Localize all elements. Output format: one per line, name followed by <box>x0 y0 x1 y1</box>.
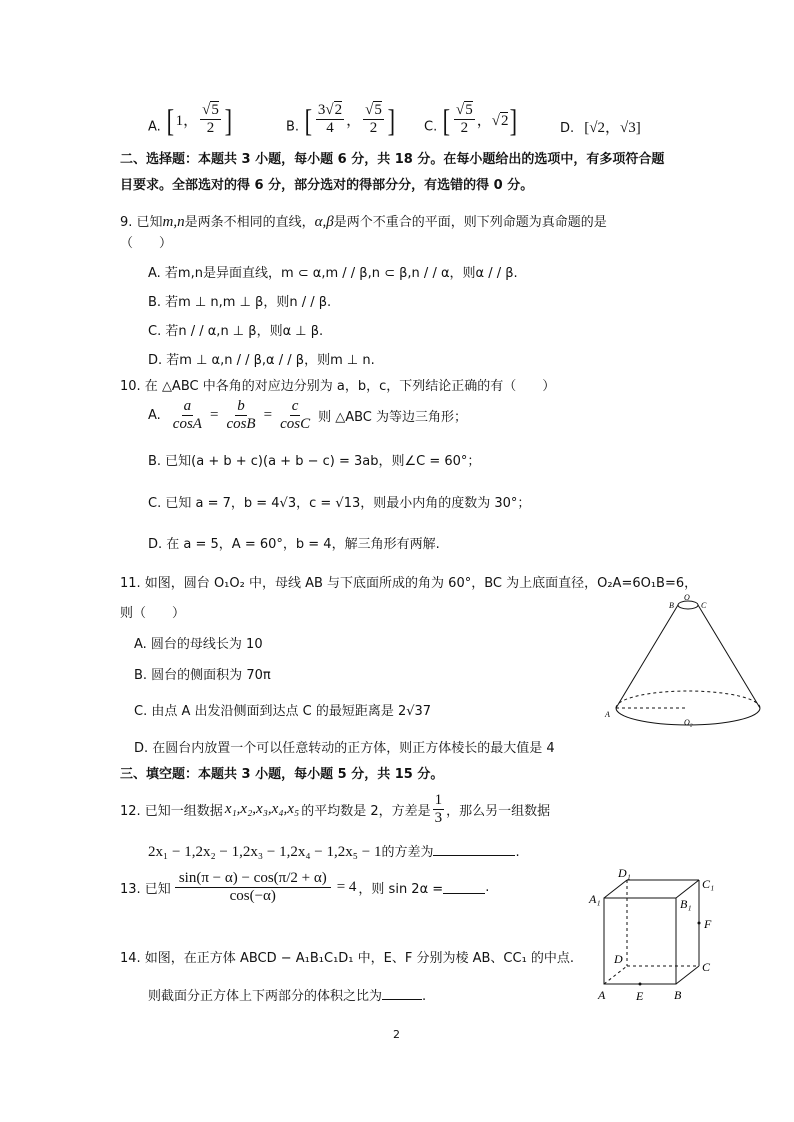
cube-label-c: C <box>702 960 711 974</box>
q14-line2: 则截面分正方体上下两部分的体积之比为 . <box>148 989 427 1004</box>
q12-stem-a: 12. 已知一组数据 <box>120 804 223 819</box>
cube-label-e: E <box>636 989 644 1003</box>
q9-option-d: D. 若m ⊥ α,n / / β,α / / β，则m ⊥ n. <box>148 353 375 368</box>
q13-numerator: sin(π − α) − cos(π/2 + α) <box>175 870 331 888</box>
q12-frac-den: 3 <box>434 810 443 826</box>
q10-option-d: D. 在 a = 5，A = 60°，b = 4，解三角形有两解. <box>148 537 440 552</box>
q12-line2-expr: 2x₁ − 1,2x₂ − 1,2x₃ − 1,2x₄ − 1,2x₅ − 1 <box>148 844 382 860</box>
section2-line1: 二、选择题：本题共 3 小题，每小题 6 分，共 18 分。在每小题给出的选项中，有多项符合题 <box>120 152 665 167</box>
frustum-bottom-back <box>616 691 760 708</box>
q13-answer-blank[interactable] <box>443 881 485 894</box>
q9-paren: （ ） <box>120 236 173 251</box>
frustum-left-generatrix <box>616 605 678 708</box>
q9-stem-a: 9. 已知 <box>120 215 163 230</box>
q12-answer-blank[interactable] <box>433 843 515 856</box>
section3-title: 三、填空题：本题共 3 小题，每小题 5 分，共 15 分。 <box>120 767 444 782</box>
q12-stem-c: ，那么另一组数据 <box>446 804 551 819</box>
cube-label-a: A <box>598 988 606 1002</box>
q11-option-c: C. 由点 A 出发沿侧面到达点 C 的最短距离是 2√37 <box>134 704 432 719</box>
q13-denominator: cos(−α) <box>229 888 276 904</box>
q9-stem-b: 是两条不相同的直线， <box>184 215 315 230</box>
frustum-label-o2: O₂ <box>684 718 693 727</box>
q9-stem-c: 是两个不重合的平面，则下列命题为真命题的是 <box>333 215 607 230</box>
frustum-label-c: C <box>701 601 707 610</box>
cube-edge-b1c1 <box>676 880 699 898</box>
q12-stem-b: 的平均数是 2，方差是 <box>301 804 431 819</box>
section2-line2: 目要求。全部选对的得 6 分，部分选对的得部分分，有选错的得 0 分。 <box>120 178 534 193</box>
q13-label: 13. 已知 <box>120 882 171 897</box>
q8-option-a-value: [ 1， $\frac{√5}{2}$ ] <box>166 101 232 138</box>
cube-point-f <box>698 922 701 925</box>
q11-option-a: A. 圆台的母线长为 10 <box>134 637 263 652</box>
frustum-figure <box>600 592 780 732</box>
cube-front-face <box>604 898 676 984</box>
cube-label-b1: B₁ <box>680 897 692 911</box>
q8-option-c-letter: C. <box>424 119 438 135</box>
q11-option-d: D. 在圆台内放置一个可以任意转动的正方体，则正方体棱长的最大值是 4 <box>134 741 555 756</box>
frustum-label-b: B <box>669 601 674 610</box>
q13-tail: ，则 sin 2α = <box>358 882 444 897</box>
q11-option-b: B. 圆台的侧面积为 70π <box>134 668 271 683</box>
q8-option-c <box>424 102 519 137</box>
q11-paren: 则（ ） <box>120 606 186 621</box>
q8-option-b-value: [ $\frac{3√2}{4}$ ， $\frac{√5}{2}$ ] <box>304 101 395 138</box>
cube-label-c1: C₁ <box>702 877 715 891</box>
q9-option-a: A. 若m,n是异面直线，m ⊂ α,m / / β,n ⊂ β,n / / α，则α / / β. <box>148 266 518 281</box>
frustum-label-o1: O <box>684 593 690 602</box>
q10-option-a: A. $\frac{a}{\cos A}$ = $\frac{b}{\cos B}$ = $\frac{c}{\cos C}$ 则 △ABC 为等边三角形； <box>148 398 468 432</box>
q8-option-a <box>148 102 234 137</box>
q12-line2-tail: 的方差为 <box>381 845 434 860</box>
page-number: 2 <box>393 1028 400 1041</box>
cube-label-d: D <box>614 952 623 966</box>
q9-stem-vars1: m,n <box>162 214 185 230</box>
q12-line2: 2x₁ − 1,2x₂ − 1,2x₃ − 1,2x₄ − 1,2x₅ − 1的方差为 . <box>148 844 520 860</box>
q8-option-d-value: [√2，√3] <box>584 120 641 136</box>
q13-equals: = 4 <box>336 879 357 895</box>
q10-a-frac2-den: cosB <box>226 416 256 432</box>
frustum-right-generatrix <box>698 605 760 708</box>
cube-point-e <box>639 983 642 986</box>
frustum-top-ellipse <box>678 601 698 609</box>
q14-answer-blank[interactable] <box>382 987 422 1000</box>
cube-label-f: F <box>704 917 712 931</box>
q8-option-c-value: [ $\frac{√5}{2}$ ，√2 ] <box>442 101 518 138</box>
q12-frac-num: 1 <box>434 792 443 808</box>
cube-label-d1: D₁ <box>618 868 631 880</box>
q8-option-d <box>560 116 641 137</box>
q9-option-c: C. 若n / / α,n ⊥ β，则α ⊥ β. <box>148 324 324 339</box>
q10-a-frac1-num: a <box>183 398 192 414</box>
cube-figure <box>584 868 724 1008</box>
cube-hidden-ad <box>604 966 627 984</box>
q8-option-b <box>286 102 397 137</box>
cube-label-a1: A₁ <box>589 892 601 906</box>
q10-option-a-letter: A. <box>148 408 161 423</box>
q11-stem: 11. 如图，圆台 O₁O₂ 中，母线 AB 与下底面所成的角为 60°，BC 为上底面直径，O₂A=6O₁B=6， <box>120 576 698 591</box>
q8-option-b-letter: B. <box>286 119 300 135</box>
cube-edge-bc <box>676 966 699 984</box>
q10-option-a-tail: 则 △ABC 为等边三角形； <box>318 410 468 425</box>
frustum-label-a: A <box>605 710 610 719</box>
q12-stem <box>120 792 550 827</box>
q13: 13. 已知 $\frac{\sin(\pi - \alpha) - \cos(\pi/2 + \alpha)}{\cos(-\alpha)}$ = 4 ，则 sin 2α = . <box>120 870 490 904</box>
q10-option-b: B. 已知(a + b + c)(a + b − c) = 3ab，则∠C = 60°； <box>148 454 481 469</box>
cube-label-b: B <box>674 988 682 1002</box>
q10-a-frac2-num: b <box>237 398 245 414</box>
q14-line1: 14. 如图，在正方体 ABCD − A₁B₁C₁D₁ 中，E、F 分别为棱 AB、CC₁ 的中点. <box>120 951 575 966</box>
q8-option-d-letter: D. <box>560 121 575 136</box>
cube-edge-a1d1 <box>604 880 627 898</box>
q9-option-b: B. 若m ⊥ n,m ⊥ β，则n / / β. <box>148 295 332 310</box>
q10-stem: 10. 在 △ABC 中各角的对应边分别为 a，b，c，下列结论正确的有（ ） <box>120 379 556 394</box>
q10-option-c: C. 已知 a = 7，b = 4√3，c = √13，则最小内角的度数为 30°； <box>148 496 531 511</box>
q9-stem-vars2: α,β <box>314 214 334 230</box>
q12-stem-vars: x₁,x₂,x₃,x₄,x₅ <box>224 801 300 817</box>
q10-a-frac3-num: c <box>291 398 299 414</box>
q10-a-frac1-den: cosA <box>172 416 202 432</box>
q8-option-a-letter: A. <box>148 119 161 135</box>
q9-stem <box>120 211 607 231</box>
q10-a-frac3-den: cosC <box>280 416 311 432</box>
